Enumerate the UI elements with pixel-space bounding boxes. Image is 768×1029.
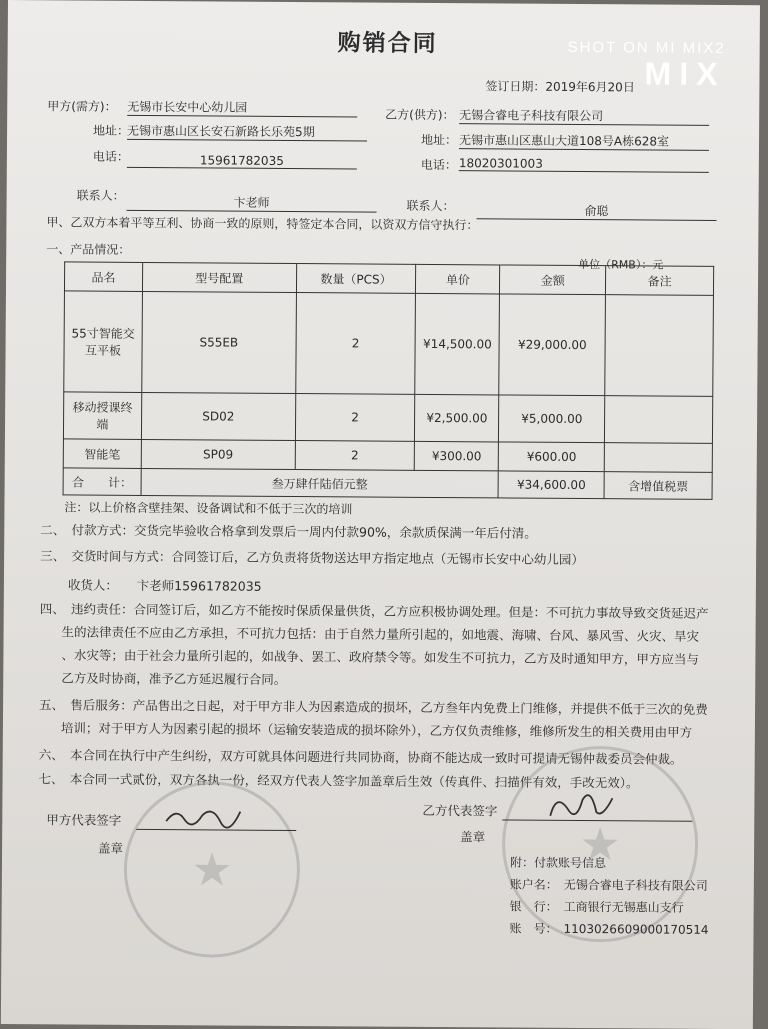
cell-qty: 2 bbox=[295, 293, 415, 395]
sign-date: 签订日期：2019年6月20日 bbox=[485, 79, 635, 95]
party-a-name: 无锡市长安中心幼儿园 bbox=[127, 98, 357, 118]
cell-qty: 2 bbox=[295, 394, 415, 442]
clause-copies: 七、 本合同一式贰份，双方各执一份，经双方代表人签字加盖章后生效（传真件、扫描件有效，手改无效）。 bbox=[38, 771, 639, 791]
star-icon: ★ bbox=[579, 817, 621, 872]
party-a-contact-label: 联系人： bbox=[76, 188, 125, 203]
cell-note bbox=[604, 443, 712, 473]
seal-a-label: 盖章 bbox=[98, 840, 124, 856]
clause-service-2: 培训；对于甲方人为因素引起的损坏（运输安装造成的损坏除外），乙方仅负责维修，维修所发生的相关费用由甲方 bbox=[60, 720, 693, 740]
table-header-row bbox=[64, 262, 713, 296]
cell-price: ¥14,500.00 bbox=[415, 293, 500, 395]
seal-b-label: 盖章 bbox=[460, 829, 486, 845]
cell-name: 55寸智能交互平板 bbox=[64, 291, 143, 393]
cell-model: SP09 bbox=[141, 439, 295, 469]
total-words: 叁万肆仟陆佰元整 bbox=[141, 468, 499, 497]
cell-price: ¥2,500.00 bbox=[415, 394, 499, 442]
payment-account-no: 账 号： 1103026609000170514 bbox=[509, 921, 709, 937]
receiver-line: 收货人： 卞老师15961782035 bbox=[67, 577, 262, 594]
party-a-phone: 15961782035 bbox=[127, 153, 357, 170]
party-b-address-label: 地址： bbox=[420, 132, 458, 148]
table-row bbox=[64, 291, 714, 397]
party-a-address-label: 地址： bbox=[93, 123, 130, 138]
clause-liability-3: 、水灾等；由于社会力量所引起的，如战争、罢工、政府禁令等。如发生不可抗力，乙方及时通知甲方，甲方应当与 bbox=[61, 647, 699, 667]
cell-note bbox=[605, 295, 713, 397]
party-b-label: 乙方(供方)： bbox=[385, 107, 455, 123]
payment-title: 附：付款账号信息 bbox=[509, 855, 607, 871]
party-b-contact-label: 联系人： bbox=[406, 198, 455, 214]
sign-b-label: 乙方代表签字 bbox=[422, 802, 498, 819]
party-a-address: 无锡市惠山区长安石新路长乐苑5期 bbox=[127, 122, 367, 142]
cell-name: 智能笔 bbox=[63, 439, 141, 469]
header-name: 品名 bbox=[64, 262, 142, 292]
party-b-address: 无锡市惠山区惠山大道108号A栋628室 bbox=[459, 131, 709, 151]
clause-delivery: 三、 交货时间与方式：合同签订后，乙方负责将货物送达甲方指定地点（无锡市长安中心幼儿园） bbox=[40, 548, 584, 568]
section1-title: 一、产品情况： bbox=[46, 242, 131, 257]
party-a-contact: 卞老师 bbox=[127, 193, 377, 213]
star-icon: ★ bbox=[191, 842, 233, 897]
signature-b bbox=[546, 788, 616, 828]
party-b-name: 无锡合睿电子科技有限公司 bbox=[459, 106, 709, 126]
party-a-phone-label: 电话： bbox=[92, 149, 129, 164]
signature-b-scribble bbox=[546, 788, 616, 824]
party-b-phone-label: 电话： bbox=[420, 157, 457, 173]
header-qty: 数量（PCS） bbox=[296, 264, 416, 294]
cell-amount: ¥5,000.00 bbox=[499, 395, 605, 443]
signature-a bbox=[162, 801, 242, 838]
note-line: 注：以上价格含壁挂架、设备调试和不低于三次的培训 bbox=[64, 500, 353, 517]
cell-name: 移动授课终端 bbox=[63, 392, 141, 440]
cell-qty: 2 bbox=[295, 441, 415, 471]
cell-amount: ¥600.00 bbox=[499, 442, 605, 472]
header-model: 型号配置 bbox=[142, 262, 296, 292]
header-price: 单价 bbox=[416, 264, 500, 294]
watermark-line2: MIX bbox=[644, 55, 726, 93]
cell-model: SD02 bbox=[141, 392, 295, 440]
clause-liability-4: 乙方及时协商，准予乙方延迟履行合同。 bbox=[61, 670, 287, 687]
cell-amount: ¥29,000.00 bbox=[499, 294, 606, 396]
preamble: 甲、乙双方本着平等互利、协商一致的原则，特签定本合同，以资双方信守执行： bbox=[46, 215, 479, 233]
clause-liability-2: 生的法律责任不应由乙方承担，不可抗力包括：由于自然力量所引起的，如地震、海啸、台风、暴风雪、火灾、旱灾 bbox=[61, 624, 700, 644]
party-a-label: 甲方(需方)： bbox=[47, 99, 117, 114]
table-total-row bbox=[63, 468, 712, 500]
table-row bbox=[63, 439, 712, 473]
page-title: 购销合同 bbox=[337, 30, 438, 58]
clause-dispute: 六、 本合同在执行中产生纠纷，双方可就具体问题进行共同协商，协商不能达成一致时可提请无锡仲裁委员会仲裁。 bbox=[38, 747, 683, 767]
clause-service-1: 五、 售后服务：产品售出之日起，对于甲方非人为因素造成的损坏，乙方叁年内免费上门维修，并提供不低于三次的免费 bbox=[39, 697, 708, 717]
header-amount: 金额 bbox=[500, 265, 606, 295]
watermark-line1: SHOT ON MI MIX2 bbox=[567, 38, 726, 58]
total-note: 含增值税票 bbox=[604, 472, 712, 500]
clause-payment: 二、 付款方式：交货完毕验收合格拿到发票后一周内付款90%，余款质保满一年后付清。 bbox=[40, 522, 537, 541]
cell-model: S55EB bbox=[142, 291, 296, 393]
total-label: 合 计： bbox=[63, 468, 141, 496]
table-row bbox=[63, 392, 712, 444]
clause-liability-1: 四、 违约责任：合同签订后，如乙方不能按时保质保量供货，乙方应积极协调处理。但是：不可抗力事故导致交货延迟产 bbox=[39, 601, 709, 621]
sign-a-label: 甲方代表签字 bbox=[46, 812, 122, 828]
cell-price: ¥300.00 bbox=[415, 441, 499, 471]
cell-note bbox=[605, 396, 713, 444]
contract-page bbox=[1, 0, 760, 1029]
payment-account-name: 账户名： 无锡合睿电子科技有限公司 bbox=[509, 877, 708, 893]
unit-note: 单位（RMB）：元 bbox=[578, 257, 664, 272]
party-b-contact: 俞聪 bbox=[476, 201, 716, 221]
payment-bank: 银 行： 工商银行无锡惠山支行 bbox=[509, 899, 684, 915]
total-amount: ¥34,600.00 bbox=[498, 471, 604, 499]
products-table bbox=[63, 261, 715, 500]
header-note: 备注 bbox=[606, 266, 714, 296]
party-b-phone: 18020301003 bbox=[459, 156, 709, 173]
signature-a-scribble bbox=[162, 801, 242, 832]
